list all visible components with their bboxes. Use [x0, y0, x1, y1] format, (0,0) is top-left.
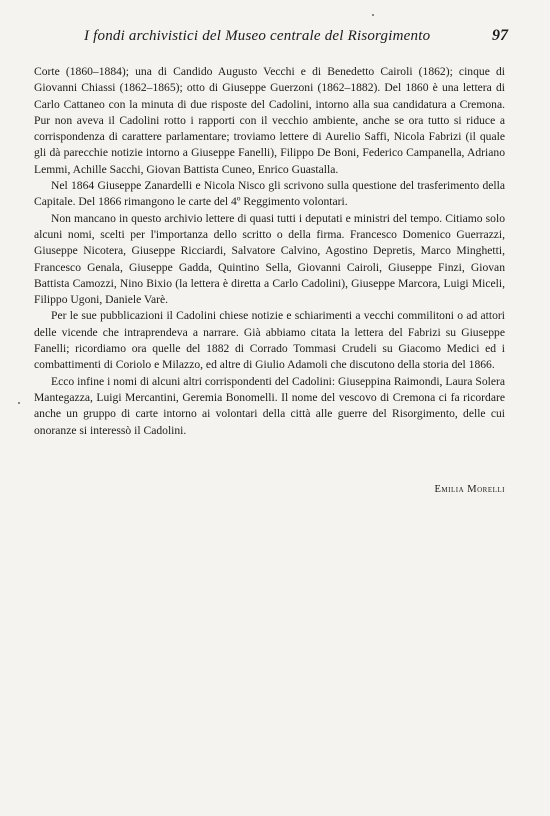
paragraph: Per le sue pubblicazioni il Cadolini chiese notizie e schiarimenti a vecchi commilitoni o ad attori delle vicende che intraprendeva a narrare. Già abbiamo citata la lettera del Fabrizi su Giuseppe Fanelli; ricordiamo ora quelle del 1882 di Corrado Tommasi Crudeli su Giacomo Medici ed i combattimenti di Coriolo e Milazzo, ed altre di Giulio Adamoli che discutono della storia del 1866. [34, 309, 505, 372]
paragraph: Nel 1864 Giuseppe Zanardelli e Nicola Nisco gli scrivono sulla questione del trasferimento della Capitale. Del 1866 rimangono le carte del 4º Reggimento volontari. [34, 179, 505, 209]
print-speck [372, 14, 374, 16]
running-header [34, 28, 508, 50]
print-speck [18, 402, 20, 404]
body-text [34, 64, 505, 439]
paragraph: Ecco infine i nomi di alcuni altri corrispondenti del Cadolini: Giuseppina Raimondi, Laura Solera Mantegazza, Luigi Mercantini, Geremia Bonomelli. Il nome del vescovo di Cremona ci fa ricordare anche un gruppo di carte intorno ai volontari della città alle guerre del Risorgimento, delle cui onoranze si interessò il Cadolini. [34, 374, 505, 437]
paragraph: Corte (1860–1884); una di Candido Augusto Vecchi e di Benedetto Cairoli (1862); cinque di Giovanni Chiassi (1862–1865); otto di Giuseppe Guerzoni (1862–1882). Del 1860 è una lettera di Carlo Cattaneo con la minuta di due risposte del Cadolini, intorno alla sua candidatura a Cremona. Pur non aveva il Cadolini rotto i rapporti con il vecchio ambiente, anche se ora tutto si riduce a corrispondenza di carattere parlamentare; troviamo lettere di Aurelio Saffi, Nicola Fabrizi (il quale gli dà parecchie notizie intorno a Giuseppe Fanelli), Filippo De Boni, Federico Campanella, Adriano Lemmi, Achille Sacchi, Giovan Battista Cuneo, Enrico Guastalla. [34, 65, 505, 176]
author-signature: Emilia Morelli [434, 484, 505, 495]
running-title: I fondi archivistici del Museo centrale del Risorgimento [84, 28, 431, 44]
page-number: 97 [492, 27, 508, 44]
paragraph: Non mancano in questo archivio lettere di quasi tutti i deputati e ministri del tempo. Citiamo solo alcuni nomi, scelti per l'importanza dello scritto o della firma. Francesco Domenico Guerrazzi, Giuseppe Nicotera, Giuseppe Ricciardi, Salvatore Calvino, Agostino Depretis, Marco Minghetti, Francesco Genala, Giuseppe Gadda, Quintino Sella, Giovanni Cairoli, Giuseppe Finzi, Giovan Battista Camozzi, Nino Bixio (la lettera è diretta a Carlo Cadolini), Giuseppe Marcora, Luigi Miceli, Filippo Ugoni, Daniele Varè. [34, 211, 505, 307]
